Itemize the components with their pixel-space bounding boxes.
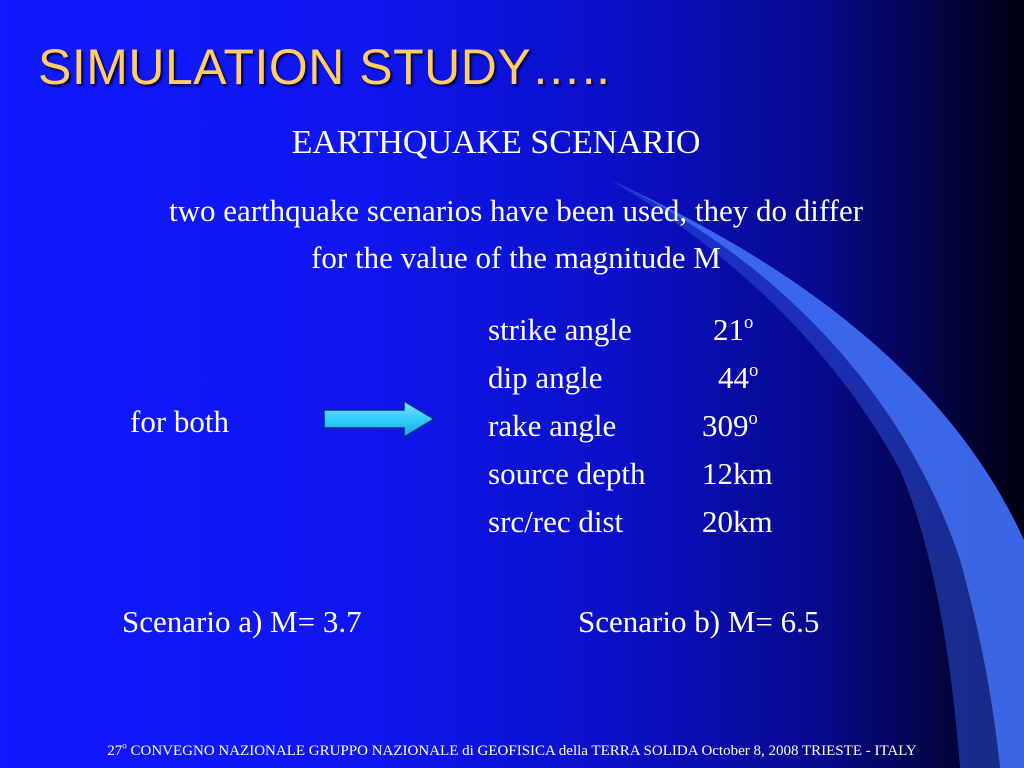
param-label: source depth — [488, 456, 646, 491]
param-value: 20km — [702, 504, 773, 539]
param-value: 44$^o$ — [718, 359, 759, 395]
right-arrow-icon — [322, 399, 438, 439]
param-label: dip angle — [488, 360, 603, 395]
param-label: rake angle — [488, 408, 617, 443]
slide-subtitle: EARTHQUAKE SCENARIO — [291, 124, 701, 161]
degree-superscript: o — [748, 407, 758, 429]
param-row-rake-angle — [488, 407, 758, 444]
param-label: src/rec dist — [488, 504, 624, 539]
param-label: strike angle — [488, 312, 632, 347]
footer-text: CONVEGNO NAZIONALE GRUPPO NAZIONALE di GEOFISICA della TERRA SOLIDA October 8, 2008 TRIESTE - ITALY — [126, 743, 917, 759]
description-line-2: for the value of the magnitude M — [311, 240, 721, 275]
param-row-dip-angle — [488, 359, 759, 396]
scenario-b: Scenario b) M= 6.5 — [578, 604, 820, 639]
param-value: 309$^o$ — [702, 407, 758, 443]
scenario-a: Scenario a) M= 3.7 — [122, 604, 362, 639]
description-line-1: two earthquake scenarios have been used, they do differ — [168, 193, 864, 228]
param-value: 12km — [702, 456, 773, 491]
slide-footer — [0, 740, 1024, 760]
degree-superscript: o — [749, 359, 759, 381]
param-row-strike-angle — [488, 311, 754, 348]
degree-superscript: o — [744, 311, 754, 333]
slide-title: SIMULATION STUDY….. — [38, 39, 611, 95]
param-row-src-rec-dist — [488, 504, 773, 540]
param-value: 21$^o$ — [713, 311, 754, 347]
footer-superscript: o — [122, 740, 127, 751]
for-both-label: for both — [130, 404, 230, 439]
footer-number: 27 — [107, 743, 123, 759]
param-row-source-depth — [488, 456, 773, 492]
